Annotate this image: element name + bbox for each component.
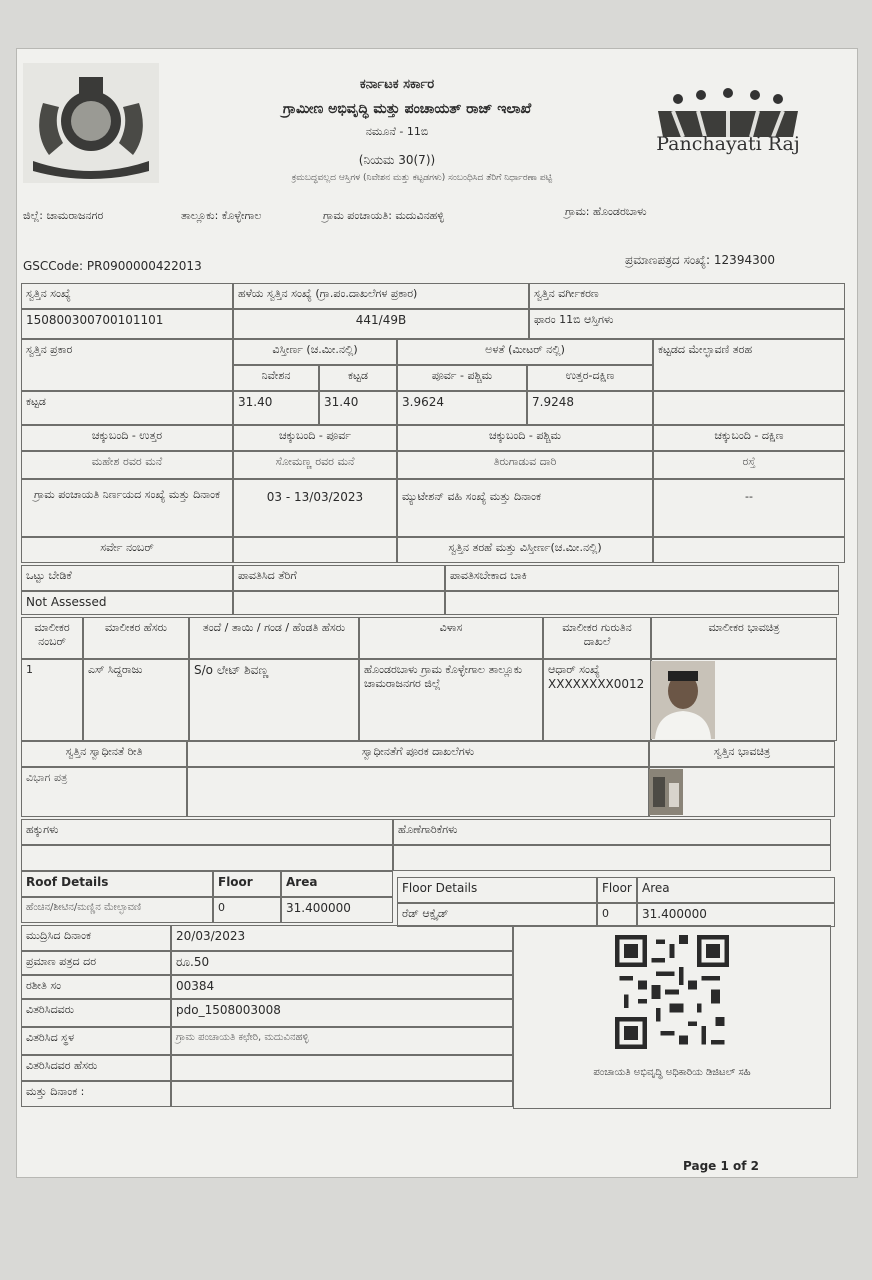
roof-floor: 0: [213, 897, 281, 923]
boundary-north: ಮಹೇಶ ರವರ ಮನೆ: [21, 451, 233, 479]
boundary-south: ರಸ್ತೆ: [653, 451, 845, 479]
h-north-south: ಉತ್ತರ-ದಕ್ಷಿಣ: [527, 365, 653, 391]
h-survey-no: ಸರ್ವೇ ನಂಬರ್: [21, 537, 233, 563]
resolution: 03 - 13/03/2023: [233, 479, 397, 537]
issued-by: pdo_1508003008: [171, 999, 513, 1027]
form-subtitle: ಕ್ರಮಬದ್ಧವಲ್ಲದ ಆಸ್ತಿಗಳ (ನಿವೇಶನ ಮತ್ತು ಕಟ್ಟಡಗಳು) ಸಂಬಂಧಿಸಿದ ತೆರಿಗೆ ನಿರ್ಧಾರಣಾ ಪಟ್ಟಿ: [291, 173, 553, 183]
boundary-west: ತಿರುಗಾಡುವ ದಾರಿ: [397, 451, 653, 479]
h-building: ಕಟ್ಟಡ: [319, 365, 397, 391]
survey-no: [233, 537, 397, 563]
h-boundary-east: ಚಕ್ಕುಬಂದಿ - ಪೂರ್ವ: [233, 425, 397, 451]
h-issuer-name: ವಿತರಿಸಿದವರ ಹೆಸರು: [21, 1055, 171, 1081]
certificate-number: ಪ್ರಮಾಣಪತ್ರದ ಸಂಖ್ಯೆ: 12394300: [625, 253, 775, 267]
gram-panchayat: ಗ್ರಾಮ ಪಂಚಾಯತಿ: ಮದುವಿನಹಳ್ಳಿ: [323, 209, 444, 222]
h-floor-details: Floor Details: [397, 877, 597, 903]
h-roof-floor: Floor: [213, 871, 281, 897]
issued-place: ಗ್ರಾಮ ಪಂಚಾಯತಿ ಕಛೇರಿ, ಮದುವಿನಹಳ್ಳಿ: [171, 1027, 513, 1055]
property-no: 150800300700101101: [21, 309, 233, 339]
h-issued-by: ವಿತರಿಸಿದವರು: [21, 999, 171, 1027]
village: ಗ್ರಾಮ: ಹೊಂಡರಬಾಳು: [565, 205, 647, 218]
h-relation: ತಂದೆ / ತಾಯಿ / ಗಂಡ / ಹೆಂಡತಿ ಹೆಸರು: [189, 617, 359, 659]
rights: [21, 845, 393, 871]
h-balance: ಪಾವತಿಸಬೇಕಾದ ಬಾಕಿ: [445, 565, 839, 591]
h-owner-photo: ಮಾಲೀಕರ ಭಾವಚಿತ್ರ: [651, 617, 837, 659]
h-printed-date: ಮುದ್ರಿಸಿದ ದಿನಾಂಕ: [21, 925, 171, 951]
roof-area: 31.400000: [281, 897, 393, 923]
site-area: 31.40: [233, 391, 319, 425]
sign-date: [171, 1081, 513, 1107]
h-fee: ಪ್ರಮಾಣ ಪತ್ರದ ದರ: [21, 951, 171, 975]
h-boundary-south: ಚಕ್ಕುಬಂದಿ - ದಕ್ಷಿಣ: [653, 425, 845, 451]
rule-number: (ನಿಯಮ 30(7)): [358, 153, 436, 167]
h-owner-name: ಮಾಲೀಕರ ಹೆಸರು: [83, 617, 189, 659]
h-receipt: ರಶೀತಿ ಸಂ: [21, 975, 171, 999]
qr-caption: ಪಂಚಾಯತಿ ಅಭಿವೃದ್ಧಿ ಅಧಿಕಾರಿಯ ಡಿಜಿಟಲ್ ಸಹಿ: [593, 1067, 751, 1078]
h-boundary-west: ಚಕ್ಕುಬಂದಿ - ಪಶ್ಚಿಮ: [397, 425, 653, 451]
h-liabilities: ಹೊಣೆಗಾರಿಕೆಗಳು: [393, 819, 831, 845]
building-area: 31.40: [319, 391, 397, 425]
mutation: --: [653, 479, 845, 537]
floor-details: ರೆಡ್ ಆಕ್ಸೈಡ್: [397, 903, 597, 927]
liabilities: [393, 845, 831, 871]
fd-area: 31.400000: [637, 903, 835, 927]
h-owner-no: ಮಾಲೀಕರ ನಂಬರ್: [21, 617, 83, 659]
h-type-area: ಸ್ವತ್ತಿನ ತರಹೆ ಮತ್ತು ವಿಸ್ತೀರ್ಣ(ಚ.ಮೀ.ನಲ್ಲಿ): [397, 537, 653, 563]
h-old-property-no: ಹಳೆಯ ಸ್ವತ್ತಿನ ಸಂಖ್ಯೆ (ಗ್ರಾ.ಪಂ.ದಾಖಲೆಗಳ ಪ್ರಕಾರ): [233, 283, 529, 309]
total-demand: Not Assessed: [21, 591, 233, 615]
ownership-mode: ವಿಭಾಗ ಪತ್ರ: [21, 767, 187, 817]
taluk: ತಾಲ್ಲೂಕು: ಕೊಳ್ಳೇಗಾಲ: [181, 209, 262, 222]
h-extent: ವಿಸ್ತೀರ್ಣ (ಚ.ಮೀ.ನಲ್ಲಿ): [233, 339, 397, 365]
h-fd-area: Area: [637, 877, 835, 903]
gsc-code: GSCCode: PR0900000422013: [23, 259, 202, 273]
h-issued-place: ವಿತರಿಸಿದ ಸ್ಥಳ: [21, 1027, 171, 1055]
id-label: ಆಧಾರ್ ಸಂಖ್ಯೆ: [548, 663, 600, 676]
paid-tax: [233, 591, 445, 615]
h-dimensions: ಅಳತೆ (ಮೀಟರ್ ನಲ್ಲಿ): [397, 339, 653, 365]
north-south: 7.9248: [527, 391, 653, 425]
form-number: ನಮೂನೆ - 11ಬಿ: [365, 125, 429, 138]
h-ownership-docs: ಸ್ವಾಧೀನತೆಗೆ ಪೂರಕ ದಾಖಲೆಗಳು: [187, 741, 649, 767]
h-roof-details: Roof Details: [21, 871, 213, 897]
relation: S/o ಲೇಟ್ ಶಿವಣ್ಣ: [189, 659, 359, 741]
page-number: Page 1 of 2: [683, 1159, 759, 1173]
h-mutation: ಮ್ಯುಟೇಶನ್ ವಹಿ ಸಂಖ್ಯೆ ಮತ್ತು ದಿನಾಂಕ: [397, 479, 653, 537]
h-site: ನಿವೇಶನ: [233, 365, 319, 391]
owner-name: ಎಸ್ ಸಿದ್ದರಾಜು: [83, 659, 189, 741]
certificate-sheet: [16, 48, 858, 1178]
east-west: 3.9624: [397, 391, 527, 425]
govt-title: ಕರ್ನಾಟಕ ಸರ್ಕಾರ: [359, 77, 435, 92]
h-ownership-mode: ಸ್ವತ್ತಿನ ಸ್ವಾಧೀನತೆ ರೀತಿ: [21, 741, 187, 767]
fee: ರೂ.50: [171, 951, 513, 975]
h-total-demand: ಒಟ್ಟು ಬೇಡಿಕೆ: [21, 565, 233, 591]
id-number: XXXXXXXX0012: [548, 677, 645, 692]
type-area: [653, 537, 845, 563]
issuer-name: [171, 1055, 513, 1081]
h-fd-floor: Floor: [597, 877, 637, 903]
h-property-photo: ಸ್ವತ್ತಿನ ಭಾವಚಿತ್ರ: [649, 741, 835, 767]
property-photo-icon: [649, 769, 683, 815]
state-emblem-icon: [23, 63, 159, 183]
old-property-no: 441/49B: [233, 309, 529, 339]
receipt: 00384: [171, 975, 513, 999]
address: ಹೊಂಡರಬಾಳು ಗ್ರಾಮ ಕೊಳ್ಳೇಗಾಲ ತಾಲ್ಲೂಕು ಚಾಮರಾಜನಗರ ಜಿಲ್ಲೆ: [359, 659, 543, 741]
h-resolution: ಗ್ರಾಮ ಪಂಚಾಯತಿ ನಿರ್ಣಯದ ಸಂಖ್ಯೆ ಮತ್ತು ದಿನಾಂಕ: [21, 479, 233, 537]
fd-floor: 0: [597, 903, 637, 927]
h-property-type: ಸ್ವತ್ತಿನ ಪ್ರಕಾರ: [21, 339, 233, 391]
h-boundary-north: ಚಕ್ಕುಬಂದಿ - ಉತ್ತರ: [21, 425, 233, 451]
district: ಜಿಲ್ಲೆ: ಚಾಮರಾಜನಗರ: [23, 209, 104, 222]
ownership-docs: [187, 767, 649, 817]
department-title: ಗ್ರಾಮೀಣ ಅಭಿವೃದ್ಧಿ ಮತ್ತು ಪಂಚಾಯತ್ ರಾಜ್ ಇಲಾಖೆ: [282, 101, 532, 117]
balance: [445, 591, 839, 615]
property-type: ಕಟ್ಟಡ: [21, 391, 233, 425]
classification: ಫಾರಂ 11ಬಿ ಆಸ್ತಿಗಳು: [529, 309, 845, 339]
boundary-east: ಸೋಮಣ್ಣ ರವರ ಮನೆ: [233, 451, 397, 479]
h-classification: ಸ್ವತ್ತಿನ ವರ್ಗೀಕರಣ: [529, 283, 845, 309]
qr-code-icon: [615, 935, 729, 1049]
h-paid-tax: ಪಾವತಿಸಿದ ತೆರಿಗೆ: [233, 565, 445, 591]
h-building-roof: ಕಟ್ಟಡದ ಮೇಲ್ಛಾವಣಿ ತರಹ: [653, 339, 845, 391]
h-east-west: ಪೂರ್ವ - ಪಶ್ಚಿಮ: [397, 365, 527, 391]
printed-date: 20/03/2023: [171, 925, 513, 951]
h-id-document: ಮಾಲೀಕರ ಗುರುತಿನ ದಾಖಲೆ: [543, 617, 651, 659]
roof-type: ಹೆಂಚಿನ/ಶೀಟಿನ/ಮಣ್ಣಿನ ಮೇಲ್ಛಾವಣಿ: [21, 897, 213, 923]
building-roof: [653, 391, 845, 425]
h-rights: ಹಕ್ಕುಗಳು: [21, 819, 393, 845]
id-document: [543, 659, 651, 741]
logo-text: Panchayati Raj: [656, 133, 800, 155]
h-roof-area: Area: [281, 871, 393, 897]
h-address: ವಿಳಾಸ: [359, 617, 543, 659]
h-sign-date: ಮತ್ತು ದಿನಾಂಕ :: [21, 1081, 171, 1107]
owner-no: 1: [21, 659, 83, 741]
owner-photo-icon: [651, 661, 715, 739]
h-property-no: ಸ್ವತ್ತಿನ ಸಂಖ್ಯೆ: [21, 283, 233, 309]
